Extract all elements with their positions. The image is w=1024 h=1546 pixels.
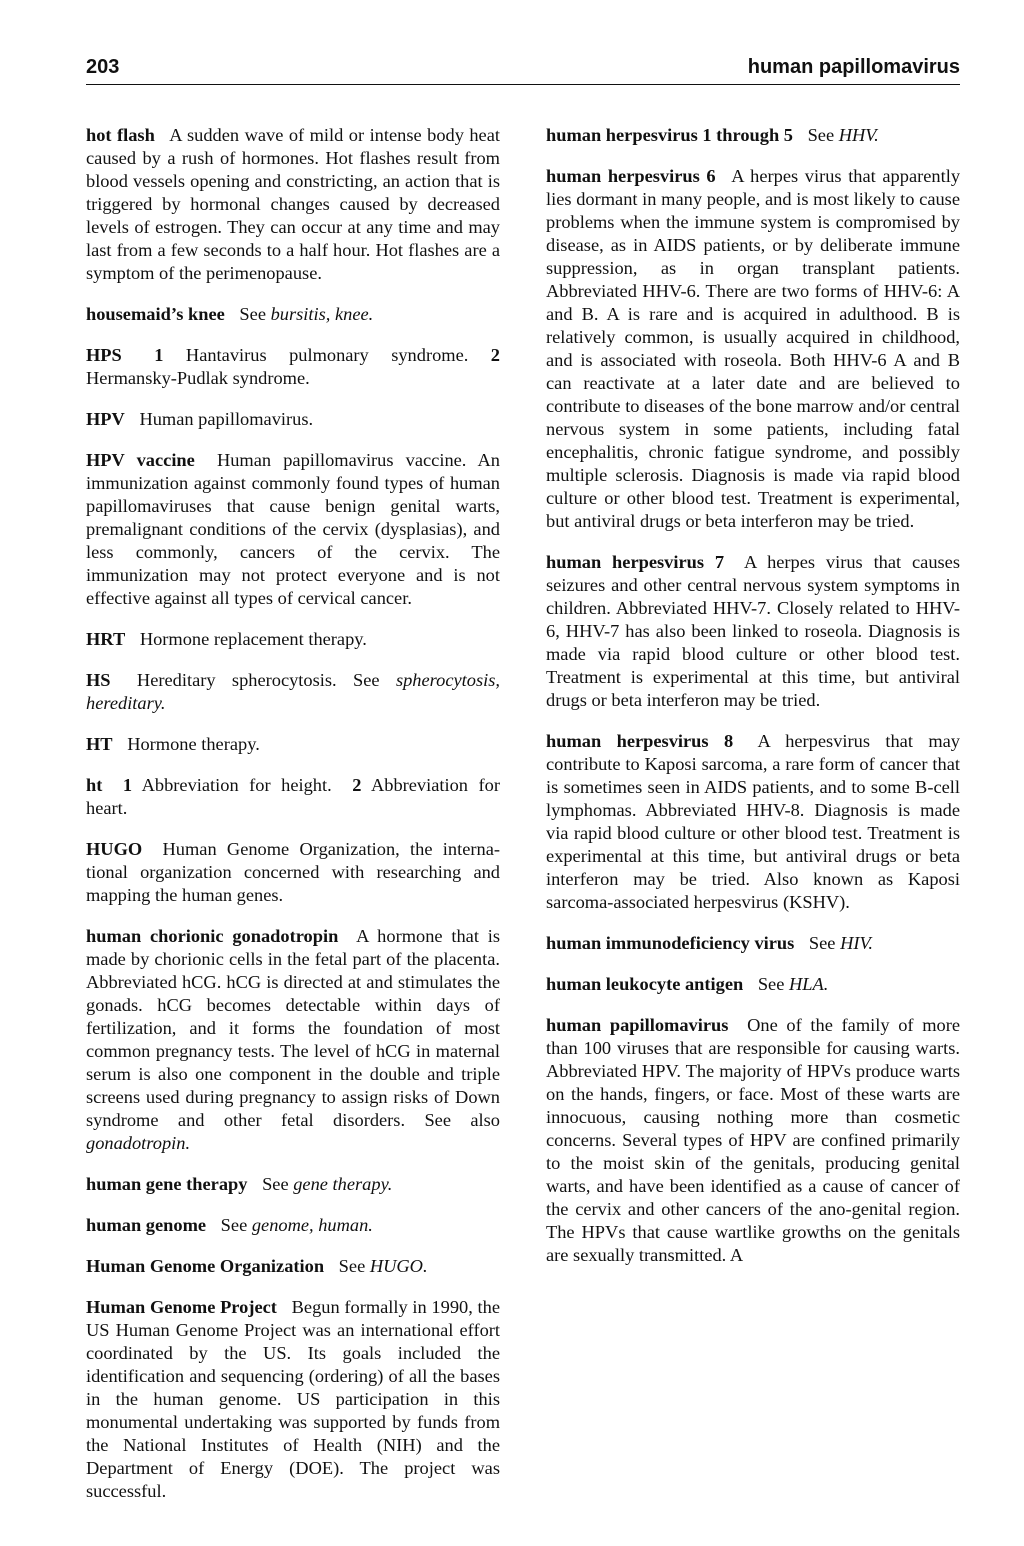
headword: human chorionic gonadotropin [86,926,339,946]
entry-human-chorionic-gonadotropin [86,925,500,1155]
entry-housemaids-knee [86,303,500,326]
entry-hpv [86,408,500,431]
see-label: See [239,304,266,324]
entry-human-papillomavirus [546,1014,960,1267]
headword: Human Genome Project [86,1297,277,1317]
page-header [86,54,960,85]
definition: Begun formally in 1990, the US Human Genome Project was an international effort coordinated by the US. Its goals included the identification and sequencing (ordering) of all the bases in the human genome. US participation in this monumental undertaking was supported by funds from the National Institutes of Health (NIH) and the Department of Energy (DOE). The project was successful. [86,1297,500,1501]
headword: human herpesvirus 1 through 5 [546,125,793,145]
entry-ht [86,733,500,756]
entry-human-immunodeficiency-virus [546,932,960,955]
cross-reference: bursitis, knee. [270,304,374,324]
headword: HPV [86,409,125,429]
headword: HPV vaccine [86,450,195,470]
cross-reference: spherocytosis, hereditary. [86,670,500,713]
definition: Human papillomavirus vaccine. An immunization against commonly found types of human papillomaviruses that cause benign genital warts, premalignant conditions of the cervix (dysplasias), and less commonly, cancers of the cervix. The immunization may not protect everyone and is not effective against all types of cervical cancer. [86,450,500,608]
entry-hhv-7 [546,551,960,712]
headword: HUGO [86,839,143,859]
headword: human herpesvirus 8 [546,731,734,751]
definition: Abbreviation for height. [141,775,332,795]
definition: Hermansky-Pudlak syndrome. [86,368,310,388]
entry-hhv-1-through-5 [546,124,960,147]
cross-reference: HLA. [789,974,829,994]
definition: A herpes virus that causes seizures and other central nervous system symptoms in children. Abbreviated HHV-7. Closely related to HHV-6, HHV-7 has also been linked to roseola. Diagnosis is made via rapid blood culture or other blood test. Treatment is experimental at this time, but antiviral drugs or beta interferon may be tried. [546,552,960,710]
cross-reference: HIV. [840,933,873,953]
sense-number: 2 [490,345,500,365]
see-label: See [757,974,785,994]
right-column [546,124,960,1285]
headword: human genome [86,1215,207,1235]
definition: A herpesvirus that may contribute to Kaposi sarcoma, a rare form of cancer that is sometimes seen in AIDS patients, and to some B-cell lymphomas. Abbreviated HHV-8. Diagnosis is made via rapid blood culture or other blood test. Treatment is experimental at this time, but antiviral drugs or beta interferon may be tried. Also known as Kaposi sarcoma-associated herpesvirus (KSHV). [546,731,960,912]
headword: human leukocyte antigen [546,974,744,994]
headword: housemaid’s knee [86,304,225,324]
headword: HRT [86,629,126,649]
definition: Hormone replacement therapy. [139,629,367,649]
definition: A herpes virus that apparently lies dormant in many people, and is most likely to cause problems when the immune system is compromised by disease, as in AIDS patients, or by deliberate immune suppression, as in organ transplant patients. Abbreviated HHV-6. There are two forms of HHV-6: A and B. A is rare and is acquired in adulthood. B is relatively common, is usually acquired in childhood, and is associated with roseola. Both HHV-6 A and B can reactivate at a later date and are believed to contribute to diseases of the bone marrow and/or central nervous system in some patients, including fatal encephalitis, chronic fatigue syndrome, and possibly multiple sclerosis. Diagnosis is made via rapid blood culture or other blood test. Treatment is experimental, but antiviral drugs or beta interferon may be tried. [546,166,961,531]
entry-hps [86,344,500,390]
headword: HT [86,734,113,754]
see-label: See [338,1256,366,1276]
entry-hot-flash [86,124,500,285]
entry-hs [86,669,500,715]
sense-number: 1 [154,345,164,365]
see-label: See [220,1215,248,1235]
entry-human-gene-therapy [86,1173,500,1196]
headword: human herpesvirus 7 [546,552,725,572]
page-number: 203 [86,56,120,78]
headword: HPS [86,345,122,365]
headword: human papillomavirus [546,1015,729,1035]
definition: A hormone that is made by chorionic cells in the fetal part of the placenta. Abbreviated hCG. hCG is directed at and stimulates the gonads. hCG becomes detectable within days of fertilization, and it forms the foundation of most common pregnancy tests. The level of hCG in maternal serum is also one component in the double and triple screens used during pregnancy to assign risks of Down syndrome and other fetal disorders. See also [86,926,500,1130]
entry-human-genome-organization [86,1255,500,1278]
cross-reference: HHV. [838,125,879,145]
cross-reference: gonadotropin. [86,1133,191,1153]
left-column [86,124,500,1521]
headword: human immunodeficiency virus [546,933,795,953]
entry-hhv-8 [546,730,960,914]
see-label: See [807,125,835,145]
cross-reference: HUGO. [369,1256,428,1276]
headword: ht [86,775,103,795]
headword: human herpesvirus 6 [546,166,716,186]
entry-human-leukocyte-antigen [546,973,960,996]
cross-reference: genome, human. [251,1215,373,1235]
definition: Hormone therapy. [127,734,260,754]
entry-hugo [86,838,500,907]
headword: Human Genome Organization [86,1256,325,1276]
see-label: See [808,933,836,953]
see-label: See [262,1174,289,1194]
definition: Human papillomavirus. [139,409,314,429]
definition: A sudden wave of mild or intense body heat caused by a rush of hormones. Hot flashes result from blood vessels opening and constricting, an action that is triggered by hormonal changes caused by decreased levels of estrogen. They can occur at any time and may last from a few seconds to a half hour. Hot flashes are a symptom of the perimenopause. [86,125,500,283]
definition: One of the family of more than 100 viruses that are responsible for causing warts. Abbreviated HPV. The majority of HPVs produce warts on the hands, fingers, or face. Most of these warts are innocuous, causing nothing more than cosmetic concerns. Several types of HPV are confined primarily to the moist skin of the genitals, producing genital warts, and have been identified as a cause of cancer of the cervix and other cancers of the ano-genital region. The HPVs that cause wartlike growths on the genitals are sexually transmitted. A [546,1015,960,1265]
entry-hpv-vaccine [86,449,500,610]
entry-ht-lower [86,774,500,820]
headword: human gene therapy [86,1174,248,1194]
sense-number: 1 [122,775,133,795]
entry-hrt [86,628,500,651]
headword: HS [86,670,111,690]
cross-reference: gene therapy. [293,1174,393,1194]
headword: hot flash [86,125,155,145]
definition: Human Genome Organization, the international organization concerned with researching and mapping the human genes. [86,839,500,905]
definition: Abbreviation for heart. [86,775,500,818]
definition: Hantavirus pulmonary syndrome. [185,345,469,365]
running-title: human papillomavirus [747,56,960,78]
entry-hhv-6 [546,165,960,533]
entry-human-genome-project [86,1296,500,1503]
entry-human-genome [86,1214,500,1237]
definition: Hereditary spherocytosis. See [136,670,380,690]
sense-number: 2 [352,775,362,795]
